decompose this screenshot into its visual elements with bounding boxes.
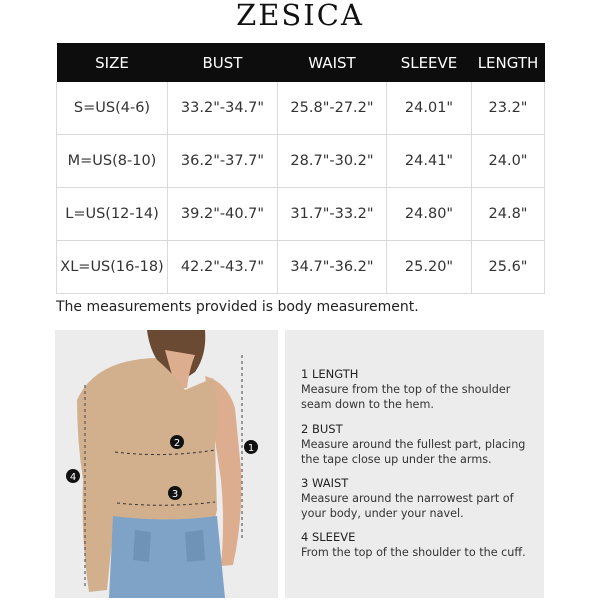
sleeve-cell: 24.80" [387,188,472,241]
guide-text: Measure around the fullest part, placing the tape close up under the arms. [301,438,526,466]
size-cell: L=US(12-14) [57,188,168,241]
header-size: SIZE [57,43,168,82]
jeans-shape [109,516,225,598]
marker-sleeve-label: 4 [69,472,77,483]
marker-waist [168,486,182,500]
marker-sleeve [66,469,80,483]
model-photo [55,330,278,598]
bust-cell: 33.2"-34.7" [168,82,278,135]
brand-logo: ZESICA [236,0,364,32]
bust-cell: 36.2"-37.7" [168,135,278,188]
guide-item-bust [301,422,537,467]
waist-cell: 31.7"-33.2" [278,188,387,241]
header-length: LENGTH [472,43,545,82]
table-row [57,188,545,241]
size-cell: M=US(8-10) [57,135,168,188]
table-row [57,241,545,294]
guide-text: From the top of the shoulder to the cuff. [301,546,526,559]
measurement-guide-panel [285,330,544,598]
bust-cell: 39.2"-40.7" [168,188,278,241]
waist-cell: 25.8"-27.2" [278,82,387,135]
waist-cell: 34.7"-36.2" [278,241,387,294]
sleeve-cell: 24.01" [387,82,472,135]
guide-title: 4 SLEEVE [301,530,356,544]
length-cell: 24.8" [472,188,545,241]
table-header-row [57,43,545,82]
guide-text: Measure around the narrowest part of your body, under your navel. [301,492,514,520]
measurement-diagram [55,330,278,598]
waist-cell: 28.7"-30.2" [278,135,387,188]
marker-length-label: 1 [247,443,255,454]
guide-item-sleeve [301,530,537,560]
measurement-note: The measurements provided is body measurement. [56,299,419,315]
table-row [57,82,545,135]
length-cell: 23.2" [472,82,545,135]
header-bust: BUST [168,43,278,82]
table-row [57,135,545,188]
sleeve-cell: 24.41" [387,135,472,188]
sleeve-cell: 25.20" [387,241,472,294]
marker-bust [170,435,184,449]
bust-cell: 42.2"-43.7" [168,241,278,294]
size-cell: XL=US(16-18) [57,241,168,294]
marker-bust-label: 2 [173,438,181,449]
guide-item-length [301,367,537,412]
size-cell: S=US(4-6) [57,82,168,135]
guide-text: Measure from the top of the shoulder seam down to the hem. [301,383,511,411]
marker-length [244,440,258,454]
guide-title: 1 LENGTH [301,367,359,381]
header-waist: WAIST [278,43,387,82]
length-cell: 25.6" [472,241,545,294]
guide-item-waist [301,476,537,521]
marker-waist-label: 3 [171,489,179,500]
guide-title: 3 WAIST [301,476,349,490]
guide-title: 2 BUST [301,422,343,436]
size-chart-table [56,43,545,294]
length-cell: 24.0" [472,135,545,188]
header-sleeve: SLEEVE [387,43,472,82]
